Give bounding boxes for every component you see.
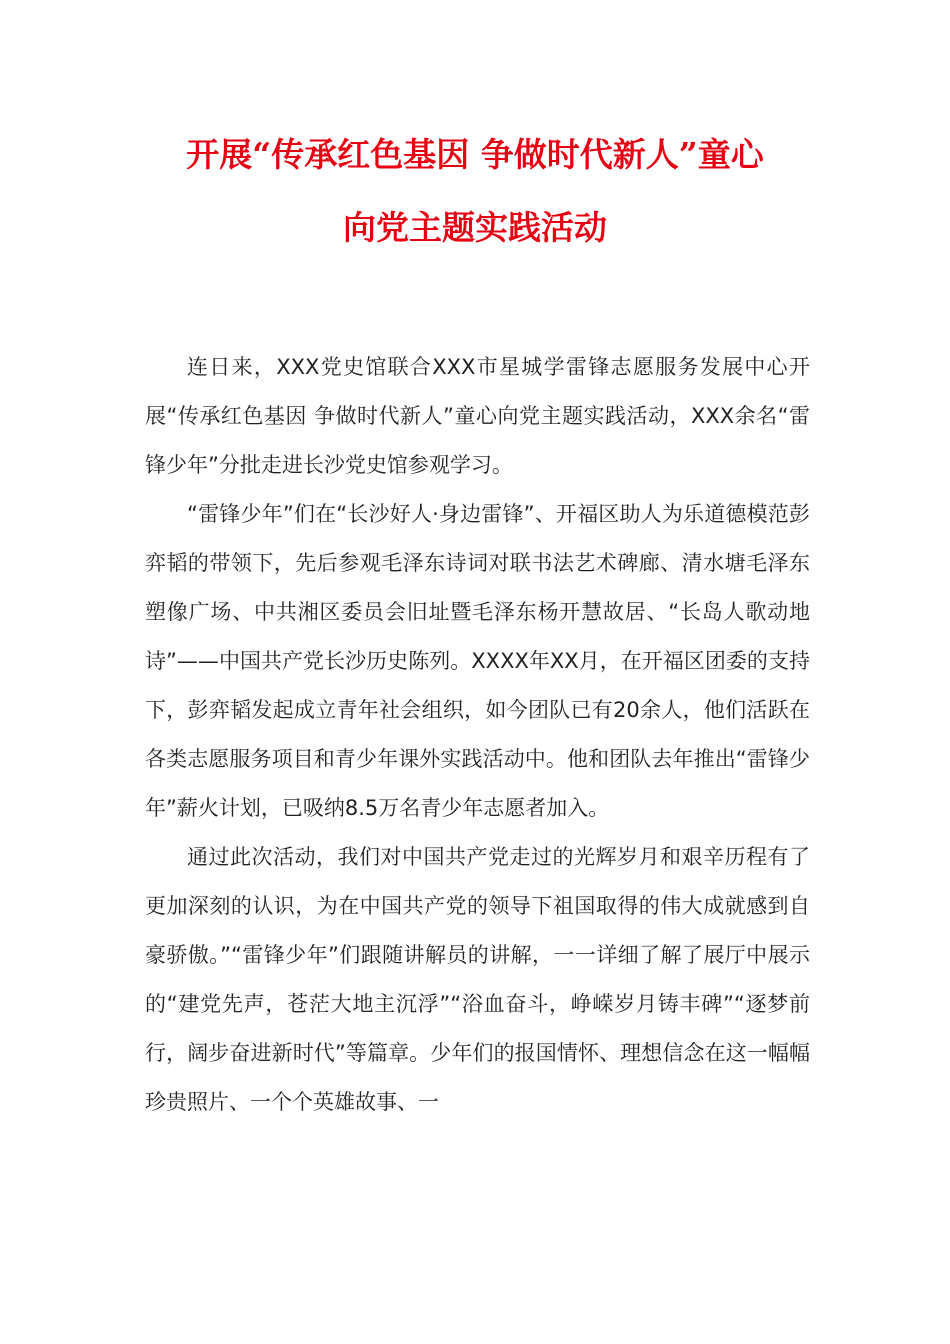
document-body [145, 343, 810, 1127]
paragraph-2: “雷锋少年”们在“长沙好人·身边雷锋”、开福区助人为乐道德模范彭弈韬的带领下，先后参观毛泽东诗词对联书法艺术碑廊、清水塘毛泽东塑像广场、中共湘区委员会旧址暨毛泽东杨开慧故居、“长岛人歌动地诗”——中国共产党长沙历史陈列。XXXX年XX月，在开福区团委的支持下，彭弈韬发起成立青年社会组织，如今团队已有20余人，他们活跃在各类志愿服务项目和青少年课外实践活动中。他和团队去年推出“雷锋少年”薪火计划，已吸纳8.5万名青少年志愿者加入。 [145, 502, 810, 820]
document-title-line-1: 开展“传承红色基因 争做时代新人”童心 [186, 135, 764, 174]
paragraph-3: 通过此次活动，我们对中国共产党走过的光辉岁月和艰辛历程有了更加深刻的认识，为在中国共产党的领导下祖国取得的伟大成就感到自豪骄傲。”“雷锋少年”们跟随讲解员的讲解，一一详细了解了展厅中展示的“建党先声，苍茫大地主沉浮”“浴血奋斗，峥嵘岁月铸丰碑”“逐梦前行，阔步奋进新时代”等篇章。少年们的报国情怀、理想信念在这一幅幅珍贵照片、一个个英雄故事、一 [145, 845, 810, 1114]
document-title-line-2: 向党主题实践活动 [343, 208, 607, 247]
paragraph-1: 连日来，XXX党史馆联合XXX市星城学雷锋志愿服务发展中心开展“传承红色基因 争做时代新人”童心向党主题实践活动，XXX余名“雷锋少年”分批走进长沙党史馆参观学习。 [145, 355, 810, 477]
